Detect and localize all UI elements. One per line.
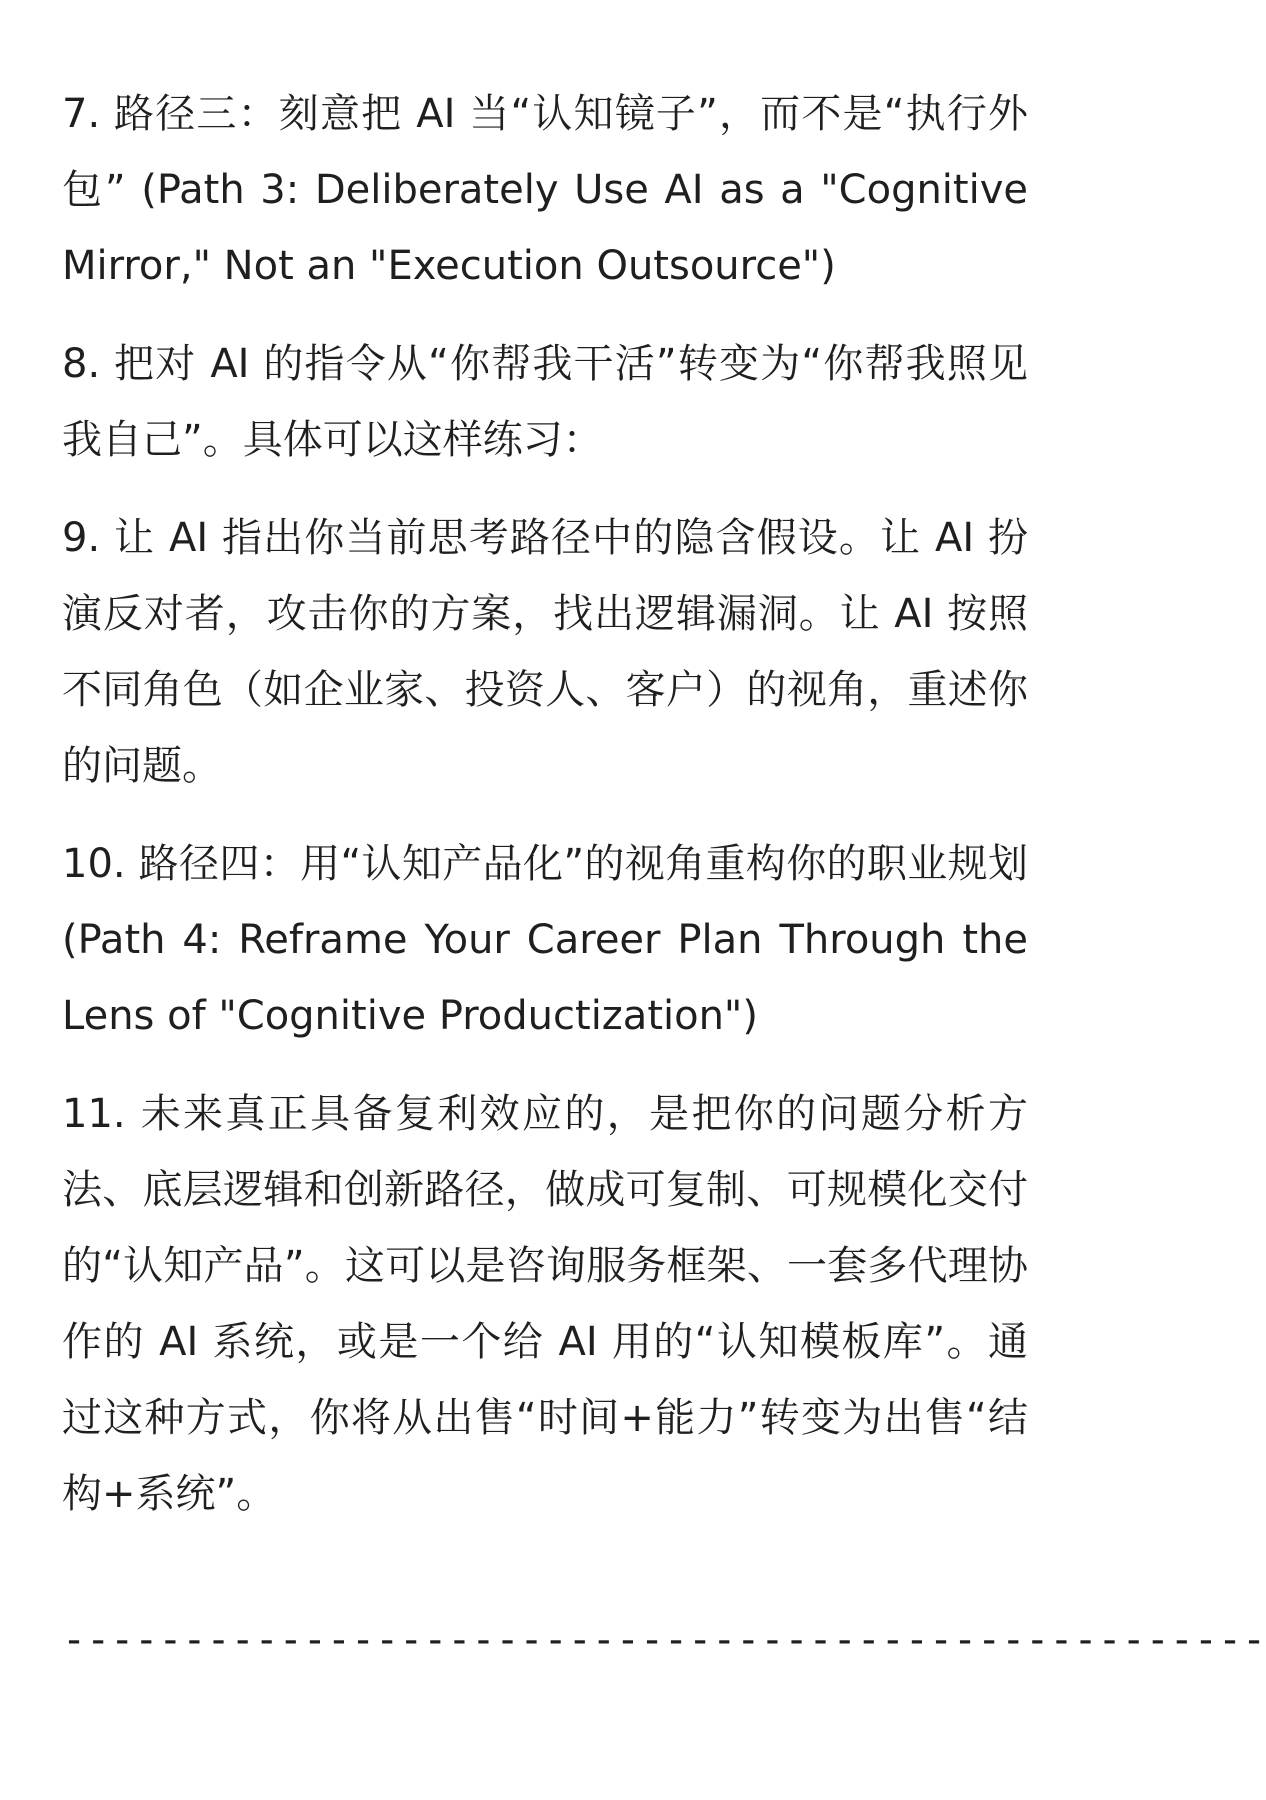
paragraph-7-path-three: 7. 路径三：刻意把 AI 当“认知镜子”，而不是“执行外包” (Path 3: Deliberately Use AI as a "Cognitive Mirror," Not an "Execution Outsource") — [62, 91, 1028, 289]
paragraph-9-practice-methods: 9. 让 AI 指出你当前思考路径中的隐含假设。让 AI 扮演反对者，攻击你的方案，找出逻辑漏洞。让 AI 按照不同角色（如企业家、投资人、客户）的视角，重述你的问题。 — [62, 515, 1028, 789]
article-body — [62, 76, 1028, 1554]
dashed-divider: -------------------------------------------------- — [62, 1617, 1266, 1663]
paragraph-8-instruction-shift: 8. 把对 AI 的指令从“你帮我干活”转变为“你帮我照见我自己”。具体可以这样练习： — [62, 341, 1028, 463]
paragraph-10-path-four: 10. 路径四：用“认知产品化”的视角重构你的职业规划 (Path 4: Reframe Your Career Plan Through the Lens of "Cognitive Productization") — [62, 841, 1028, 1039]
paragraph-11-cognitive-product: 11. 未来真正具备复利效应的，是把你的问题分析方法、底层逻辑和创新路径，做成可复制、可规模化交付的“认知产品”。这可以是咨询服务框架、一套多代理协作的 AI 系统，或是一个给 AI 用的“认知模板库”。通过这种方式，你将从出售“时间+能力”转变为出售“结构+系统”。 — [62, 1091, 1028, 1517]
